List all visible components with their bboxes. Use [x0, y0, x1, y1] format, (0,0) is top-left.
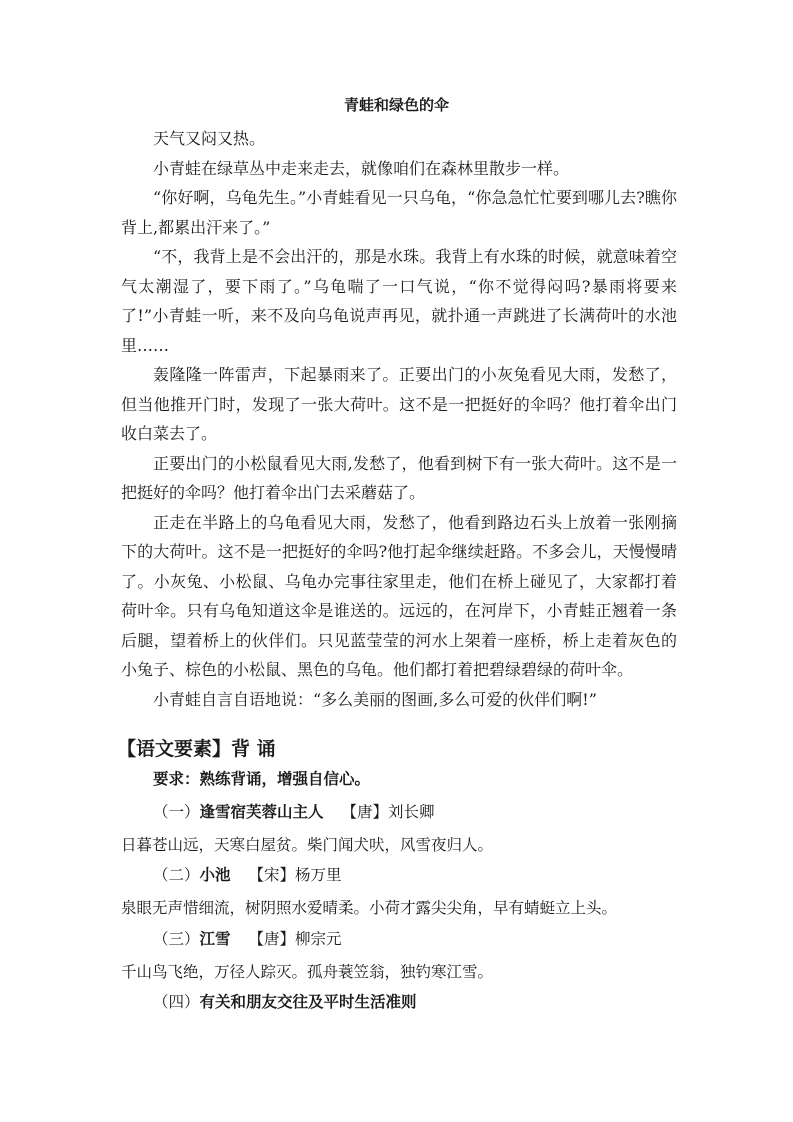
subsection-4-number: （四）	[153, 993, 200, 1011]
poem-1-text: 日暮苍山远，天寒白屋贫。柴门闻犬吠，风雪夜归人。	[121, 836, 494, 854]
story-paragraph-1: 天气又闷又热。	[153, 129, 266, 148]
poem-3-number: （三）	[153, 930, 200, 948]
story-paragraph-3: “你好啊，乌龟先生。”小青蛙看见一只乌龟，“你急急忙忙要到哪儿去?瞧你背上,都累出汗来了。”	[121, 188, 677, 237]
poem-3-text: 千山鸟飞绝，万径人踪灭。孤舟蓑笠翁，独钓寒江雪。	[121, 963, 494, 981]
poem-2-heading	[153, 864, 342, 886]
story-paragraph-2: 小青蛙在绿草丛中走来走去，就像咱们在森林里散步一样。	[153, 158, 570, 178]
poem-3-title: 江雪	[199, 930, 231, 948]
poem-1-number: （一）	[153, 803, 200, 821]
section-heading: 【语文要素】背 诵	[117, 738, 276, 760]
subsection-4-heading	[153, 991, 417, 1013]
poem-2-author: 【宋】杨万里	[248, 866, 342, 884]
poem-1-title: 逢雪宿芙蓉山主人	[199, 803, 324, 821]
story-paragraph-7: 正走在半路上的乌龟看见大雨，发愁了，他看到路边石头上放着一张刚摘下的大荷叶。这不是一把挺好的伞吗?他打起伞继续赶路。不多会儿，天慢慢晴了。小灰兔、小松鼠、乌龟办完事往家里走，他们在桥上碰见了，大家都打着荷叶伞。只有乌龟知道这伞是谁送的。远远的，在河岸下，小青蛙正翘着一条后腿，望着桥上的伙伴们。只见蓝莹莹的河水上架着一座桥，桥上走着灰色的小兔子、棕色的小松鼠、黑色的乌龟。他们都打着把碧绿碧绿的荷叶伞。	[121, 512, 677, 679]
poem-2-number: （二）	[153, 866, 200, 884]
poem-3-author: 【唐】柳宗元	[248, 930, 342, 948]
story-paragraph-6: 正要出门的小松鼠看见大雨,发愁了，他看到树下有一张大荷叶。这不是一把挺好的伞吗？他打着伞出门去采蘑菇了。	[121, 453, 677, 502]
subsection-4-title: 有关和朋友交往及平时生活准则	[199, 993, 417, 1011]
poem-2-text: 泉眼无声惜细流，树阴照水爱晴柔。小荷才露尖尖角，早有蜻蜓立上头。	[121, 899, 618, 917]
story-paragraph-4: “不，我背上是不会出汗的，那是水珠。我背上有水珠的时候，就意味着空气太潮湿了，要下雨了。”乌龟喘了一口气说，“你不觉得闷吗?暴雨将要来了!”小青蛙一听，来不及向乌龟说声再见，就扑通一声跳进了长满荷叶的水池里……	[121, 247, 677, 355]
story-title: 青蛙和绿色的伞	[343, 96, 449, 114]
story-paragraph-8: 小青蛙自言自语地说：“多么美丽的图画,多么可爱的伙伴们啊!”	[153, 689, 597, 709]
story-body	[121, 124, 677, 714]
poem-1-heading	[153, 801, 435, 823]
poem-2-title: 小池	[199, 866, 231, 884]
poem-1-author: 【唐】刘长卿	[341, 803, 435, 821]
section-requirement: 要求：熟练背诵，增强自信心。	[153, 770, 371, 788]
poem-3-heading	[153, 928, 342, 950]
story-paragraph-5: 轰隆隆一阵雷声，下起暴雨来了。正要出门的小灰兔看见大雨，发愁了，但当他推开门时，发现了一张大荷叶。这不是一把挺好的伞吗？他打着伞出门收白菜去了。	[121, 365, 677, 443]
